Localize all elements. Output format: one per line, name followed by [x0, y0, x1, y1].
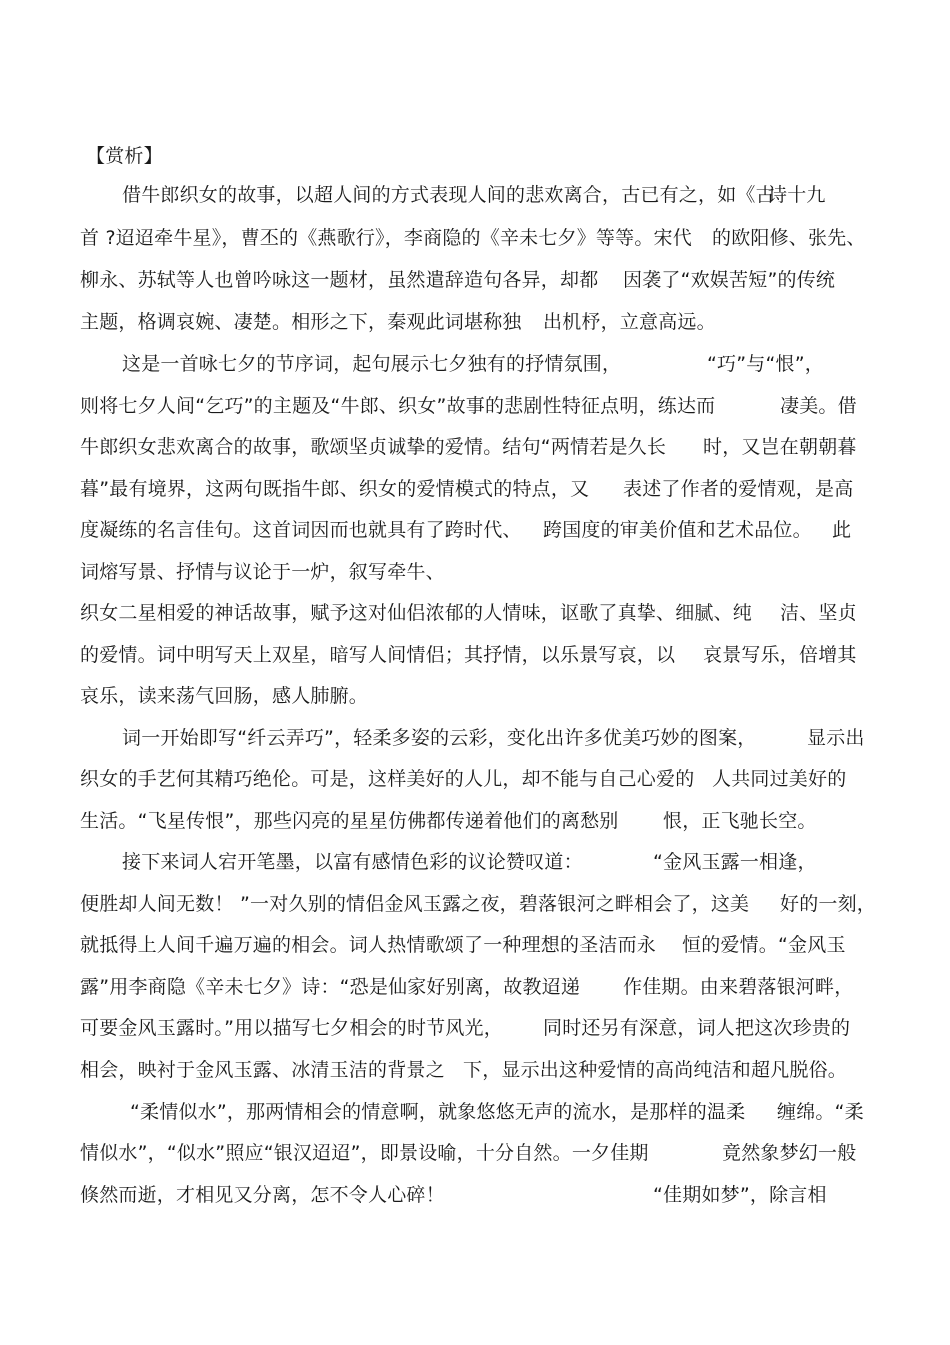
section-heading: 【赏析】 — [86, 145, 163, 167]
text-line: 可要金风玉露时。”用以描写七夕相会的时节风光， — [80, 1017, 503, 1039]
text-line: 此 — [832, 519, 852, 541]
text-line: 人共同过美好的 — [712, 768, 847, 790]
text-line: 好的一刻， — [780, 893, 877, 915]
text-line: 相会，映衬于金风玉露、冰清玉洁的背景之 — [80, 1059, 445, 1081]
text-line: 接下来词人宕开笔墨，以富有感情色彩的议论赞叹道： — [122, 851, 583, 873]
text-line: 词熔写景、抒情与议论于一炉，叙写牵牛、 — [80, 561, 445, 583]
text-line: 下，显示出这种爱情的高尚纯洁和超凡脱俗。 — [463, 1059, 848, 1081]
text-line: 的爱情。词中明写天上双星，暗写人间情侣；其抒情，以乐景写哀，以 — [80, 644, 676, 666]
text-line: 哀景写乐，倍增其 — [703, 644, 857, 666]
text-line: “巧”与“恨”， — [707, 353, 824, 375]
text-line: “柔情似水”，那两情相会的情意啊，就象悠悠无声的流水，是那样的温柔 — [130, 1101, 746, 1123]
text-line: 哀乐，读来荡气回肠，感人肺腑。 — [80, 685, 369, 707]
text-line: 因袭了“欢娱苦短”的传统 — [623, 269, 836, 291]
text-line: 同时还另有深意，词人把这次珍贵的 — [543, 1017, 851, 1039]
text-line: “佳期如梦”，除言相 — [653, 1184, 827, 1206]
text-line: 主题，格调哀婉、凄楚。相形之下，秦观此词堪称独 — [80, 311, 522, 333]
text-line: 暮”最有境界，这两句既指牛郎、织女的爱情模式的特点，又 — [80, 478, 590, 500]
text-line: 词一开始即写“纤云弄巧”，轻柔多姿的云彩，变化出许多优美巧妙的图案， — [122, 727, 757, 749]
text-line: 生活。“飞星传恨”，那些闪亮的星星仿佛都传递着他们的离愁别 — [80, 810, 619, 832]
text-line: 表述了作者的爱情观，是高 — [623, 478, 854, 500]
text-line: 跨国度的审美价值和艺术品位。 — [543, 519, 812, 541]
text-line: 柳永、苏轼等人也曾吟咏这一题材，虽然遣辞造句各异，却都 — [80, 269, 599, 291]
text-line: ”一对久别的情侣金风玉露之夜，碧落银河之畔相会了，这美 — [240, 893, 750, 915]
text-line: 便胜却人间无数！ — [80, 893, 234, 915]
text-line: 出机杼，立意高远。 — [543, 311, 716, 333]
text-line: 时，又岂在朝朝暮 — [703, 436, 857, 458]
text-line: 恒的爱情。“金风玉 — [682, 934, 846, 956]
text-line: 就抵得上人间千遍万遍的相会。词人热情歌颂了一种理想的圣洁而永 — [80, 934, 657, 956]
text-line: 缠绵。“柔 — [777, 1101, 864, 1123]
text-line: 诗十九 — [768, 184, 826, 206]
text-line: 织女二星相爱的神话故事，赋予这对仙侣浓郁的人情味，讴歌了真挚、细腻、纯 — [80, 602, 753, 624]
text-line: 则将七夕人间“乞巧”的主题及“牛郎、织女”故事的悲剧性特征点明，练达而 — [80, 395, 716, 417]
text-line: 这是一首咏七夕的节序词，起句展示七夕独有的抒情氛围， — [122, 353, 622, 375]
text-line: 织女的手艺何其精巧绝伦。可是，这样美好的人儿，却不能与自己心爱的 — [80, 768, 695, 790]
text-line: 情似水”，“似水”照应“银汉迢迢”，即景设喻，十分自然。一夕佳期 — [80, 1142, 649, 1164]
text-line: 倏然而逝，才相见又分离，怎不令人心碎！ — [80, 1184, 445, 1206]
text-line: 恨，正飞驰长空。 — [663, 810, 817, 832]
text-line: 作佳期。由来碧落银河畔， — [623, 976, 854, 998]
text-line: 洁、坚贞 — [780, 602, 857, 624]
text-line: 凄美。借 — [780, 395, 857, 417]
text-line: 露”用李商隐《辛未七夕》诗：“恐是仙家好别离，故教迢递 — [80, 976, 581, 998]
text-line: 牛郎织女悲欢离合的故事，歌颂坚贞诚挚的爱情。结句“两情若是久长 — [80, 436, 667, 458]
text-line: 借牛郎织女的故事，以超人间的方式表现人间的悲欢离合，古已有之，如《古 — [122, 184, 775, 206]
text-line: 竟然象梦幻一般 — [722, 1142, 857, 1164]
text-line: 的欧阳修、张先、 — [712, 227, 866, 249]
text-line: 度凝练的名言佳句。这首词因而也就具有了跨时代、 — [80, 519, 522, 541]
text-line: “金风玉露一相逢， — [653, 851, 817, 873]
text-line: 显示出 — [807, 727, 865, 749]
text-line: 首 ?迢迢牵牛星》，曹丕的《燕歌行》，李商隐的《辛未七夕》等等。宋代 — [80, 227, 692, 249]
